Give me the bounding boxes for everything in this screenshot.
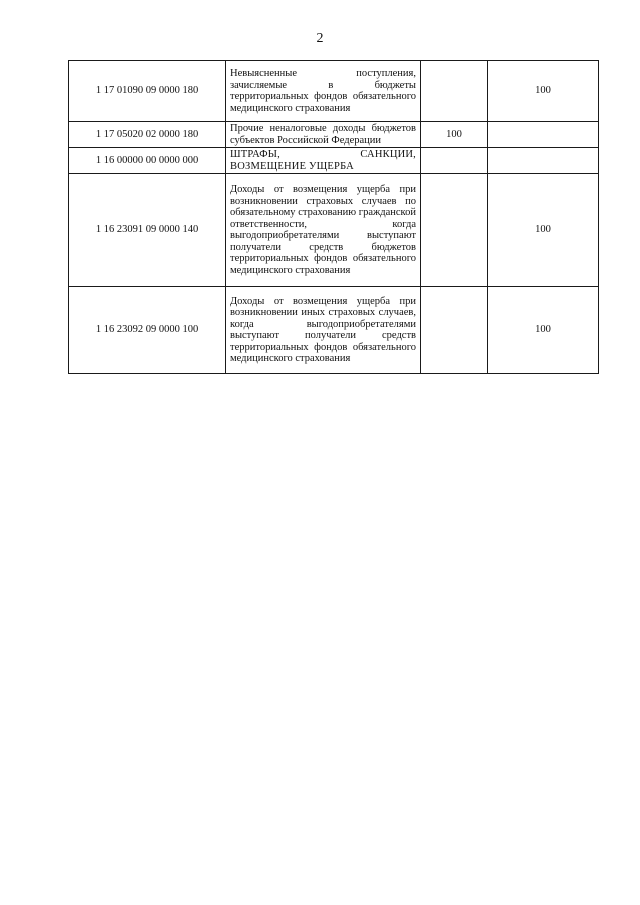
revenue-name: Невыясненные поступления, зачисляемые в бюджеты территориальных фондов обязательного медицинского страхования: [226, 61, 421, 122]
budget-classification-code: 1 16 23092 09 0000 100: [69, 287, 226, 374]
budget-classification-code: 1 16 23091 09 0000 140: [69, 174, 226, 287]
table-row: [69, 148, 599, 174]
revenue-name: Прочие неналоговые доходы бюджетов субъектов Российской Федерации: [226, 122, 421, 148]
federal-budget-share: [421, 148, 488, 174]
budget-classification-code: 1 16 00000 00 0000 000: [69, 148, 226, 174]
table-row: [69, 61, 599, 122]
federal-budget-share: [421, 61, 488, 122]
page-number: 2: [316, 31, 324, 46]
revenue-name: ШТРАФЫ, САНКЦИИ, ВОЗМЕЩЕНИЕ УЩЕРБА: [226, 148, 421, 174]
federal-budget-share: [421, 287, 488, 374]
territorial-fund-share: 100: [488, 61, 599, 122]
territorial-fund-share: 100: [488, 287, 599, 374]
revenue-name: Доходы от возмещения ущерба при возникновении иных страховых случаев, когда выгодоприобретателями выступают получатели средств территориальных фондов обязательного медицинского страхования: [226, 287, 421, 374]
territorial-fund-share: 100: [488, 174, 599, 287]
budget-classification-code: 1 17 05020 02 0000 180: [69, 122, 226, 148]
territorial-fund-share: [488, 148, 599, 174]
revenue-name: Доходы от возмещения ущерба при возникновении страховых случаев по обязательному страхованию гражданской ответственности, когда выгодоприобретателями выступают получатели средств бюджетов территориальных фондов обязательного медицинского страхования: [226, 174, 421, 287]
table-row: [69, 122, 599, 148]
federal-budget-share: 100: [421, 122, 488, 148]
federal-budget-share: [421, 174, 488, 287]
table-row: [69, 174, 599, 287]
table-row: [69, 287, 599, 374]
revenue-distribution-table: [68, 60, 599, 374]
territorial-fund-share: [488, 122, 599, 148]
budget-classification-code: 1 17 01090 09 0000 180: [69, 61, 226, 122]
